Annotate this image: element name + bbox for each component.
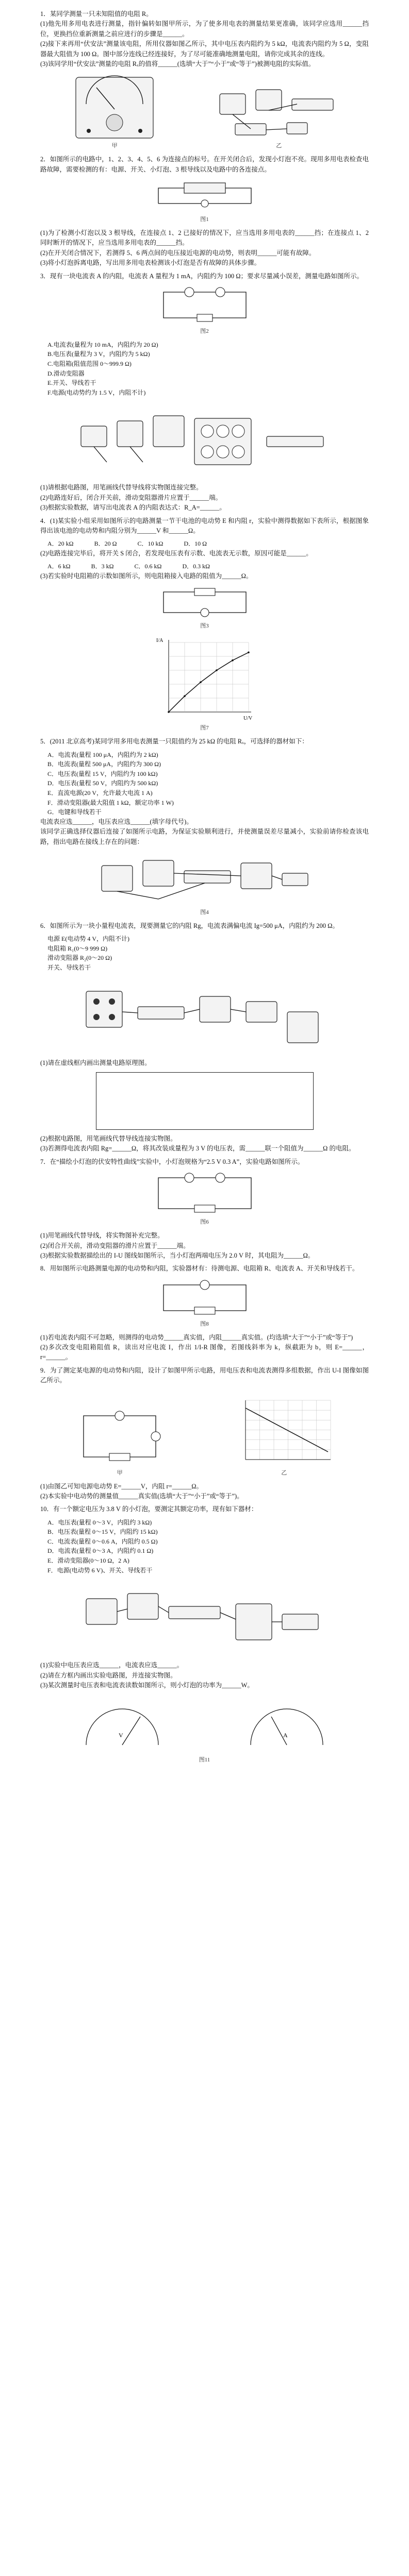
list-item: 电源 E(电动势 4 V，内阻不计) (47, 935, 129, 943)
battery-circuit-diagram (153, 584, 256, 620)
list-item: A.电流表(量程为 10 mA，内阻约为 20 Ω) (47, 341, 158, 348)
list-item: B.电压表(量程为 3 V，内阻约为 5 kΩ) (47, 350, 150, 358)
question-part: (2)多次改变电阻箱阻值 R，读出对应电流 I，作出 1/I-R 图像，若图线斜率为 k，纵截距为 b，则 E=______，r=______。 (40, 1344, 369, 1361)
equipment-set-diagram (81, 981, 329, 1053)
question-part: 电流表应选______，电压表应选______(填字母代号)。 (40, 818, 193, 825)
question-number: 1． (40, 10, 50, 18)
question-number: 3． (40, 272, 50, 280)
question-text: 某同学测量一只未知阻值的电阻 R。 (50, 10, 153, 18)
resistance-box-circuit-diagram (153, 1277, 256, 1318)
iu-chart-svg (153, 635, 256, 722)
question-number: 9． (40, 1366, 51, 1374)
list-item: E.开关、导线若干 (47, 379, 96, 387)
question-part: (1)他先用多用电表进行测量，指针偏转如图甲所示，为了使多用电表的测量结果更准确，该同学应选用______挡位，更换挡位重新测量之前应进行的步骤是______。 (40, 20, 369, 38)
question-part: (1)请在虚线框内画出测量电路原理图。 (40, 1059, 151, 1066)
series-line (169, 653, 249, 713)
figure-row-q3 (40, 400, 369, 478)
question-6-parts (40, 1058, 369, 1068)
question-part: (3)根据实验数据描绘出的 I-U 图线如图所示，当小灯泡两端电压为 2.0 V 时，其电阻为______Ω。 (40, 1251, 315, 1259)
question-2-parts (40, 228, 369, 268)
ui-graph (233, 1395, 336, 1467)
question-6-parts-2 (40, 1134, 369, 1154)
question-text: (1)某实验小组采用如图所示的电路测量一节干电池的电动势 E 和内阻 r，实验中测得数据如下表所示，根据图象得出该电池的电动势和内阻分别为______V 和______Ω。 (40, 517, 369, 534)
question-number: 5． (40, 738, 50, 745)
option-d[interactable]: D．0.3 kΩ (182, 563, 210, 570)
question-number: 7． (40, 1158, 50, 1165)
question-part: (2)根据电路图，用笔画线代替导线连接实物图。 (40, 1135, 177, 1143)
question-part: (2)接下来再用“伏安法”测量该电阻，所用仪器如图乙所示，其中电压表内阻约为 5 kΩ，电流表内阻约为 5 Ω，变阻器最大阻值为 100 Ω。图中部分连线已经连接好，为了尽可能准确地测量电阻，请你完成其余的连线。 (40, 40, 369, 58)
question-text: 现有一块电流表 A 的内阻，电流表 A 量程为 1 mA，内阻约为 100 Ω；要求尽量减小误差，测量电路如图所示。 (50, 272, 363, 280)
question-number: 10． (40, 1505, 54, 1513)
multimeter-diagram (66, 73, 163, 140)
question-number: 6． (40, 922, 50, 929)
option-b[interactable]: B．3 kΩ (91, 563, 114, 570)
data-point (168, 711, 170, 713)
answer-box[interactable] (96, 1072, 314, 1130)
list-item: F.电源(电动势约为 1.5 V，内阻不计) (47, 388, 146, 396)
question-part: (3)若测得电流表内阻 Rg=______Ω，将其改装成量程为 3 V 的电压表，需______联一个阻值为______Ω 的电阻。 (40, 1145, 355, 1153)
options-q4 (40, 539, 369, 549)
question-text: (2011 北京高考)某同学用多用电表测量一只阻值约为 25 kΩ 的电阻 Rₓ，可选择的器材如下： (50, 738, 308, 745)
ammeter-circuit-diagram (153, 284, 256, 326)
lamp-iu-circuit-diagram (148, 1170, 261, 1216)
ammeter-figure (243, 1704, 331, 1750)
data-point (248, 652, 250, 654)
list-item: D.滑动变阻器 (47, 369, 85, 377)
data-point (232, 659, 234, 662)
figure-caption: 图2 (200, 328, 209, 334)
question-10 (40, 1504, 369, 1514)
figure-4 (153, 584, 256, 630)
data-point (184, 696, 186, 698)
ammeter-symbol: A (283, 1732, 288, 1739)
question-text: 在“描绘小灯泡的伏安特性曲线”实验中，小灯泡规格为“2.5 V 0.3 A”，实验电路如图所示。 (50, 1158, 304, 1165)
instrument-set-diagram (215, 83, 343, 140)
list-item: 电阻箱 R₁(0～9 999 Ω) (47, 944, 108, 952)
list-item: C．电压表(量程 15 V，内阻约为 100 kΩ) (47, 770, 158, 777)
question-part: (1)若电流表内阻不可忽略，则测得的电动势______真实值，内阻______真实值。(均选填“大于”“小于”或“等于”) (40, 1333, 353, 1341)
question-part: (2)电路连接完毕后，将开关 S 闭合，若发现电压表有示数、电流表无示数，原因可能是______。 (40, 549, 313, 557)
question-part: (2)闭合开关前，滑动变阻器的滑片应置于______端。 (40, 1242, 190, 1249)
question-part: (3)某次测量时电压表和电流表读数如图所示，则小灯泡的功率为______W。 (40, 1681, 254, 1689)
question-text: 如图所示为一块小量程电流表，现要测量它的内阻 Rg，电流表满偏电流 Ig=500 μA，内阻约为 200 Ω。 (50, 922, 339, 929)
figure-caption: 图4 (200, 909, 209, 916)
figure-caption: 图1 (200, 216, 209, 223)
question-text: 用如图所示电路测量电源的电动势和内阻，实验器材有：待测电源、电阻箱 R、电流表 A、开关和导线若干。 (50, 1265, 359, 1273)
ammeter-dial (243, 1704, 331, 1750)
figure-row-q1 (40, 72, 369, 149)
question-part: (1)用笔画线代替导线，将实物图补充完整。 (40, 1232, 164, 1240)
equipment-list-q6 (40, 934, 369, 972)
question-part: (1)请根据电路图，用笔画线代替导线将实物图连接完整。 (40, 484, 203, 492)
iu-chart (153, 635, 256, 732)
question-part: (1)由图乙可知电源电动势 E=______V，内阻 r=______Ω。 (40, 1482, 203, 1490)
figure-caption: 图6 (200, 1219, 209, 1226)
question-3-parts (40, 483, 369, 513)
question-8 (40, 1264, 369, 1274)
list-item: B．电压表(量程 0～15 V，内阻约 15 kΩ) (47, 1528, 158, 1536)
figure-3 (153, 284, 256, 335)
equipment-photo-diagram (76, 405, 334, 478)
question-6 (40, 921, 369, 931)
question-4 (40, 516, 369, 536)
figure-caption: 甲 (111, 143, 118, 149)
question-part: (2)本实验中电动势的测量值______真实值(选填“大于”“小于”或“等于”)。 (40, 1492, 243, 1500)
list-item: A．电流表(量程 100 μA，内阻约为 2 kΩ) (47, 751, 158, 758)
figure-row-q10 (40, 1578, 369, 1655)
list-item: F．电源(电动势 6 V)、开关、导线若干 (47, 1566, 153, 1574)
question-number: 2． (40, 156, 50, 163)
option-c[interactable]: C．10 kΩ (137, 540, 163, 548)
question-number: 4． (40, 517, 51, 524)
equipment-list-q10 (40, 1518, 369, 1575)
list-item: D．电流表(量程 0～3 A，内阻约 0.1 Ω) (47, 1547, 154, 1555)
question-1 (40, 9, 369, 69)
question-10-parts (40, 1660, 369, 1690)
list-item: C.电阻箱(阻值范围 0～999.9 Ω) (47, 360, 132, 368)
option-b[interactable]: B．20 Ω (94, 540, 117, 548)
equipment-list-q3 (40, 340, 369, 398)
question-part: (3)若实验时电阻箱的示数如图所示，则电阻箱接入电路的阻值为______Ω。 (40, 572, 253, 580)
figure-caption: 图3 (200, 623, 209, 630)
circuit-figure-a (73, 1405, 166, 1477)
question-3 (40, 272, 369, 281)
list-item: C．电流表(量程 0～0.6 A，内阻约 0.5 Ω) (47, 1537, 158, 1545)
circuit-figure (215, 83, 343, 149)
question-part: (2)电路连好后，闭合开关前，滑动变阻器滑片应置于______端。 (40, 494, 222, 501)
question-part: (1)实验中电压表应选______，电流表应选______。 (40, 1662, 184, 1669)
question-4-parts-2 (40, 571, 369, 581)
list-item: G．电键和导线若干 (47, 808, 102, 816)
list-item: F．滑动变阻器(最大阻值 1 kΩ，额定功率 1 W) (47, 799, 174, 806)
figure-row-q6 (40, 976, 369, 1053)
figure-2 (148, 178, 261, 223)
data-point (200, 682, 202, 684)
question-number: 8． (40, 1265, 50, 1273)
figure-5 (96, 850, 313, 916)
option-d[interactable]: D．10 Ω (184, 540, 207, 548)
data-point (216, 669, 218, 671)
meter-readings-row (40, 1693, 369, 1750)
question-part: (1)为了检测小灯泡以及 3 根导线，在连接点 1、2 已接好的情况下，应当选用多用电表的______挡；在连接点 1、2 同时断开的情况下，应当选用多用电表的______挡。 (40, 229, 369, 247)
question-part: 该同学正确选择仪器后连接了如图所示电路，为保证实验顺利进行，并使测量误差尽量减小，实验前请你检查该电路，指出电路在接线上存在的问题： (40, 828, 369, 845)
list-item: 开关、导线若干 (47, 964, 91, 972)
question-9 (40, 1366, 369, 1386)
question-4-parts (40, 549, 369, 558)
question-5-parts (40, 817, 369, 847)
chart-figure-b (233, 1395, 336, 1477)
list-item: 滑动变阻器 R₂(0～20 Ω) (47, 954, 112, 962)
y-axis-label: I/A (156, 638, 163, 644)
question-part: (3)将小灯泡拆离电路，写出用多用电表检测该小灯泡是否有故障的具体步骤。 (40, 259, 261, 267)
voltmeter-dial (78, 1704, 166, 1750)
option-c[interactable]: C．0.6 kΩ (134, 563, 162, 570)
figure-7 (148, 1170, 261, 1226)
question-part: (2)在开关闭合情况下，若测得 5、6 两点间的电压接近电源的电动势，则表明______可能有故障。 (40, 249, 316, 257)
question-2 (40, 155, 369, 175)
list-item: A．电压表(量程 0～3 V，内阻约 3 kΩ) (47, 1518, 152, 1526)
voltmeter-figure (78, 1704, 166, 1750)
figure-8 (153, 1277, 256, 1328)
figure-caption: 乙 (281, 1469, 287, 1476)
question-text: 有一个额定电压为 3.8 V 的小灯泡，要测定其额定功率，现有如下器材： (53, 1505, 258, 1513)
list-item: D．电压表(量程 50 V，内阻约为 500 kΩ) (47, 779, 158, 787)
voltmeter-symbol: V (119, 1732, 123, 1739)
question-part: (3)根据实验数据，请写出电流表 A 的内阻表达式：R_A=______。 (40, 504, 226, 512)
source-circuit-diagram (73, 1405, 166, 1467)
instrument-layout-diagram (96, 850, 313, 907)
multimeter-figure (66, 73, 163, 149)
figure-caption: 甲 (117, 1469, 123, 1476)
question-7 (40, 1157, 369, 1167)
question-text: 为了测定某电源的电动势和内阻，设计了如图甲所示电路，用电压表和电流表测得多组数据，作出 U-I 图像如图乙所示。 (40, 1366, 369, 1384)
option-a[interactable]: A．6 kΩ (47, 563, 71, 570)
x-axis-label: U/V (243, 716, 252, 722)
grid (169, 642, 249, 712)
option-a[interactable]: A．20 kΩ (47, 540, 74, 548)
figure-caption: 图11 (199, 1757, 210, 1764)
question-9-parts (40, 1482, 369, 1502)
question-5 (40, 737, 369, 747)
figure-caption: 图8 (200, 1320, 209, 1327)
figure-caption: 乙 (276, 143, 282, 149)
list-item: E．滑动变阻器(0～10 Ω，2 A) (47, 1557, 129, 1565)
list-item: E．直流电源(20 V，允许最大电流 1 A) (47, 789, 153, 796)
lamp-equipment-diagram (81, 1583, 329, 1655)
question-part: (2)请在方框内画出实验电路图，并连接实物图。 (40, 1671, 177, 1679)
list-item: B．电流表(量程 500 μA，内阻约为 300 Ω) (47, 760, 161, 768)
figure-caption: 图7 (200, 725, 209, 732)
equipment-list-q5 (40, 750, 369, 817)
question-text: 如图所示的电路中，1、2、3、4、5、6 为连接点的标号。在开关闭合后，发现小灯泡不亮。现用多用电表检查电路故障，需要检测的有：电源、开关、小灯泡、3 根导线以及电路中的各连接点。 (40, 156, 369, 173)
lamp-circuit-diagram (148, 178, 261, 214)
question-part: (3)该同学用“伏安法”测量的电阻 Rₓ的值将______(选填“大于”“小于”或“等于”)被测电阻的实际值。 (40, 60, 315, 67)
figure-row-q9 (40, 1389, 369, 1477)
question-8-parts (40, 1333, 369, 1363)
options-q4-2 (40, 562, 369, 571)
question-7-parts (40, 1231, 369, 1261)
